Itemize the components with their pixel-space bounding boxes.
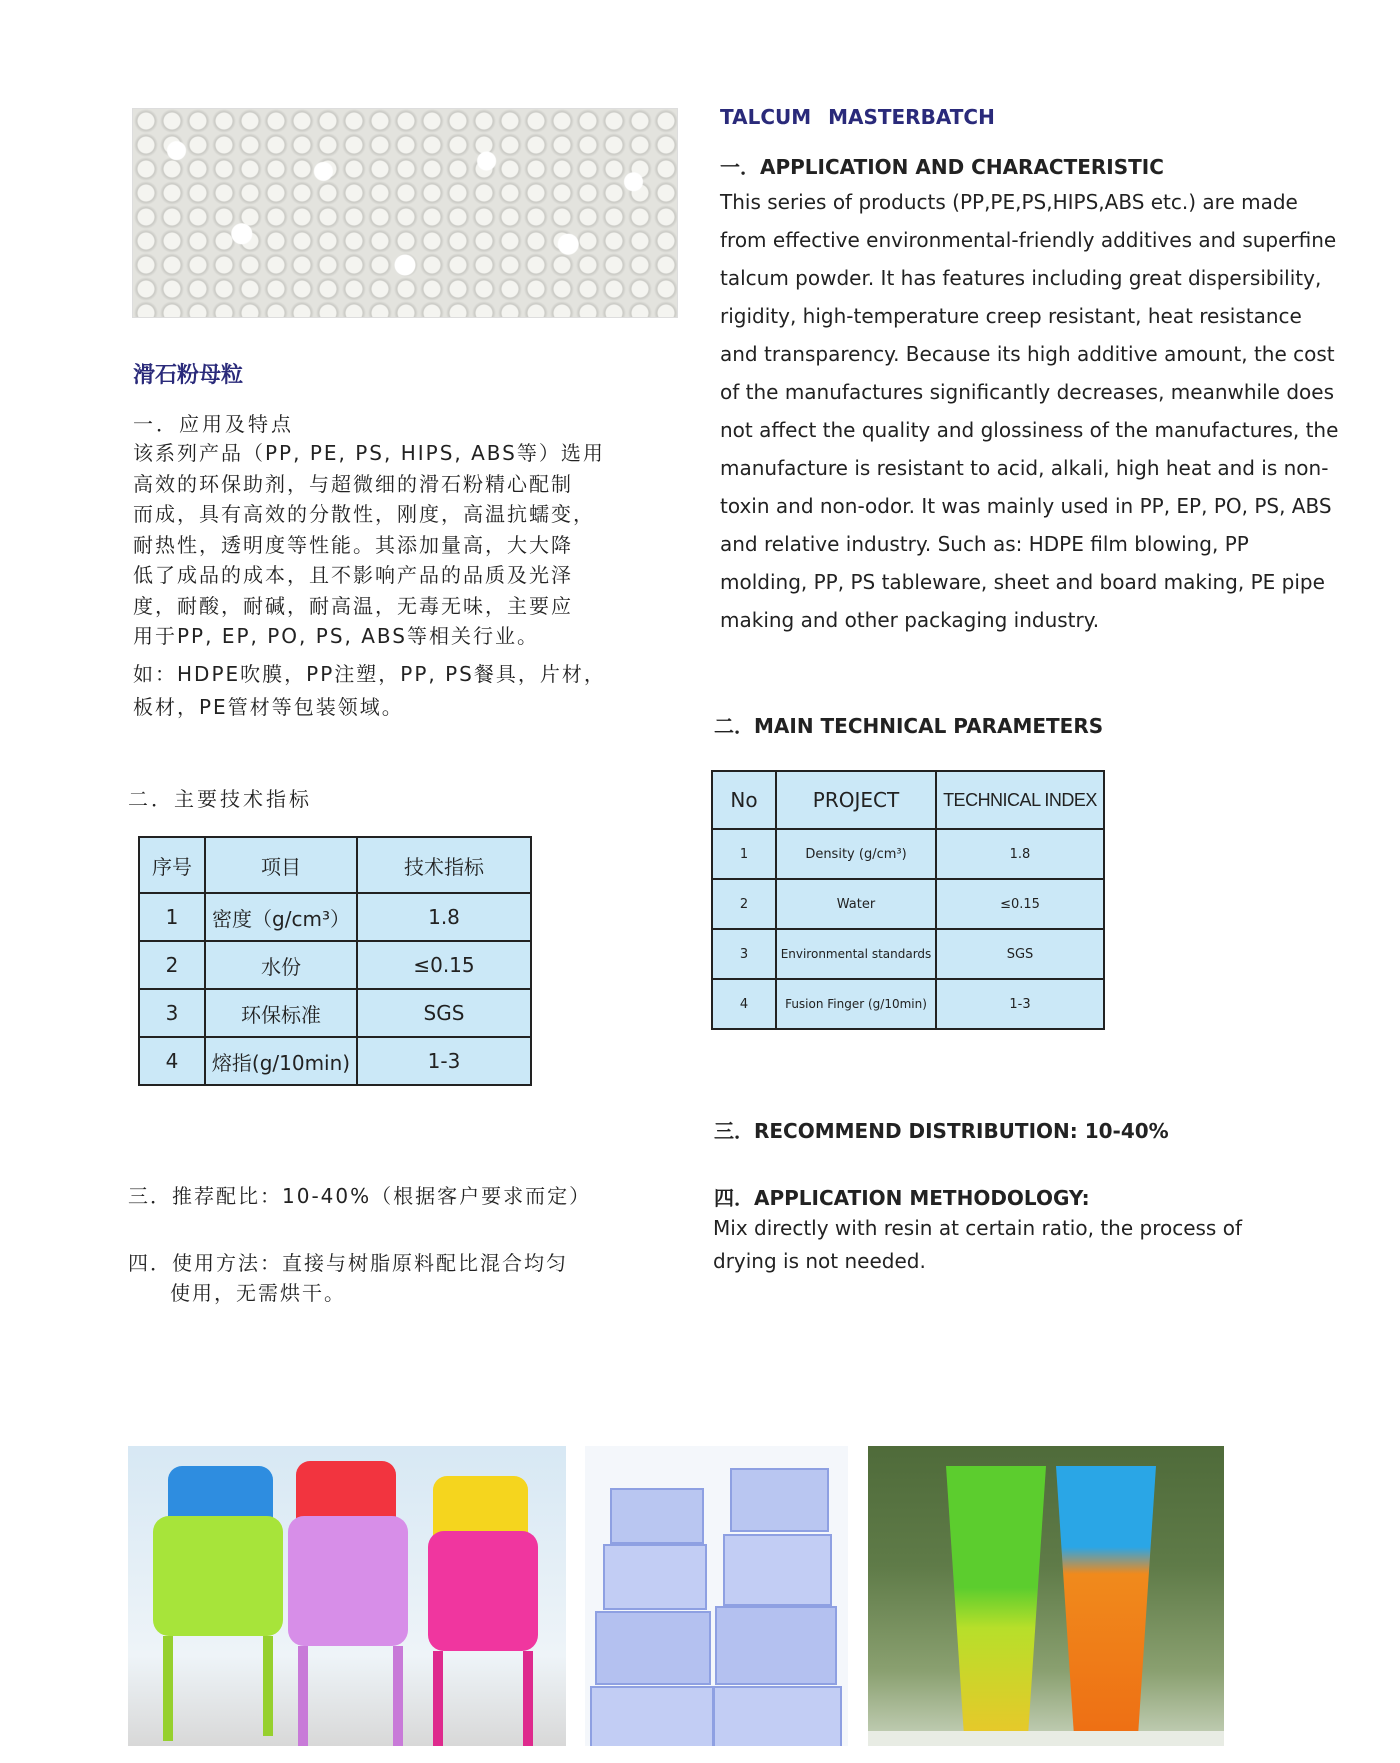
table-row — [712, 979, 1104, 1029]
table-cell: Water — [776, 879, 936, 929]
table-cell: 环保标准 — [205, 989, 357, 1037]
table-header-cell: No — [712, 771, 776, 829]
table-cell: 4 — [712, 979, 776, 1029]
table-cell: 1.8 — [357, 893, 531, 941]
table-cell: 3 — [139, 989, 205, 1037]
en-section3: 三．RECOMMEND DISTRIBUTION: 10-40% — [714, 1119, 1169, 1143]
cn-body-line: 度，耐酸，耐碱，耐高温，无毒无味，主要应 — [133, 593, 573, 618]
table-row — [139, 941, 531, 989]
table-header-cell: PROJECT — [776, 771, 936, 829]
cn-title: 滑石粉母粒 — [133, 363, 244, 388]
table-header-row — [712, 771, 1104, 829]
cups-photo — [868, 1446, 1224, 1746]
cn-body-line: 该系列产品（PP, PE, PS, HIPS, ABS等）选用 — [133, 441, 605, 465]
en-spec-table — [711, 770, 1105, 1030]
table-cell: 1.8 — [936, 829, 1104, 879]
table-cell: 1 — [139, 893, 205, 941]
cn-body-line: 低了成品的成本，且不影响产品的品质及光泽 — [133, 563, 573, 587]
cn-section3: 三．推荐配比：10-40%（根据客户要求而定） — [128, 1184, 592, 1208]
table-cell: Environmental standards — [776, 929, 936, 979]
table-header-cell: 序号 — [139, 837, 205, 893]
cn-spec-table — [138, 836, 532, 1086]
table-cell: 密度（g/cm³） — [205, 893, 357, 941]
table-row — [712, 929, 1104, 979]
en-section2-heading: 二．MAIN TECHNICAL PARAMETERS — [714, 714, 1104, 738]
pellets-photo — [132, 108, 678, 318]
table-header-cell: 技术指标 — [357, 837, 531, 893]
table-cell: ≤0.15 — [936, 879, 1104, 929]
cn-section2-heading: 二．主要技术指标 — [128, 787, 312, 811]
table-header-row — [139, 837, 531, 893]
table-header-cell: TECHNICAL INDEX — [936, 771, 1104, 829]
table-cell: ≤0.15 — [357, 941, 531, 989]
table-row — [139, 893, 531, 941]
chairs-photo — [128, 1446, 566, 1746]
cn-body-line: 耐热性，透明度等性能。其添加量高，大大降 — [133, 532, 573, 557]
cn-body — [133, 438, 653, 724]
cn-section4 — [128, 1248, 568, 1308]
table-cell: 熔指(g/10min) — [205, 1037, 357, 1085]
en-title: TALCUM MASTERBATCH — [720, 105, 995, 129]
en-body: This series of products (PP,PE,PS,HIPS,ABS etc.) are made from effective environmental-friendly additives and superfine talcum powder. It has features including great dispersibility, rigidity, high-temperature creep resistant, heat resistance and transparency. Because its high additive amount, the cost of the manufactures significantly decreases, meanwhile does not affect the quality and glossiness of the manufactures, the manufacture is resistant to acid, alkali, high heat and is non-toxin and non-odor. It was mainly used in PP, EP, PO, PS, ABS and relative industry. Such as: HDPE film blowing, PP molding, PP, PS tableware, sheet and board making, PE pipe making and other packaging industry. — [720, 190, 1339, 632]
table-cell: 1 — [712, 829, 776, 879]
cn-section4-line: 使用，无需烘干。 — [170, 1281, 346, 1305]
table-cell: Density (g/cm³) — [776, 829, 936, 879]
cn-body-line: 用于PP, EP, PO, PS, ABS等相关行业。 — [133, 624, 539, 648]
table-cell: 水份 — [205, 941, 357, 989]
cn-example-line: 板材，PE管材等包装领域。 — [133, 694, 404, 719]
table-cell: 1-3 — [357, 1037, 531, 1085]
table-cell: 3 — [712, 929, 776, 979]
table-cell: Fusion Finger (g/10min) — [776, 979, 936, 1029]
cn-section4-line: 四．使用方法：直接与树脂原料配比混合均匀 — [128, 1251, 568, 1275]
cn-body-line: 而成，具有高效的分散性，刚度，高温抗蠕变， — [133, 502, 595, 526]
table-row — [712, 829, 1104, 879]
en-section1-heading: 一．APPLICATION AND CHARACTERISTIC — [720, 155, 1164, 179]
en-section4-heading: 四．APPLICATION METHODOLOGY: — [714, 1186, 1090, 1210]
table-row — [139, 989, 531, 1037]
cn-example-line: 如：HDPE吹膜，PP注塑，PP, PS餐具，片材， — [133, 661, 606, 686]
cn-section1-heading: 一．应用及特点 — [133, 412, 294, 436]
table-cell: 4 — [139, 1037, 205, 1085]
cn-body-line: 高效的环保助剂，与超微细的滑石粉精心配制 — [133, 471, 573, 496]
table-cell: SGS — [357, 989, 531, 1037]
table-cell: 2 — [139, 941, 205, 989]
table-cell: 2 — [712, 879, 776, 929]
table-cell: 1-3 — [936, 979, 1104, 1029]
table-cell: SGS — [936, 929, 1104, 979]
table-row — [712, 879, 1104, 929]
table-header-cell: 项目 — [205, 837, 357, 893]
table-row — [139, 1037, 531, 1085]
boxes-photo — [585, 1446, 848, 1746]
en-section4-body: Mix directly with resin at certain ratio, the process of drying is not needed. — [713, 1216, 1242, 1273]
